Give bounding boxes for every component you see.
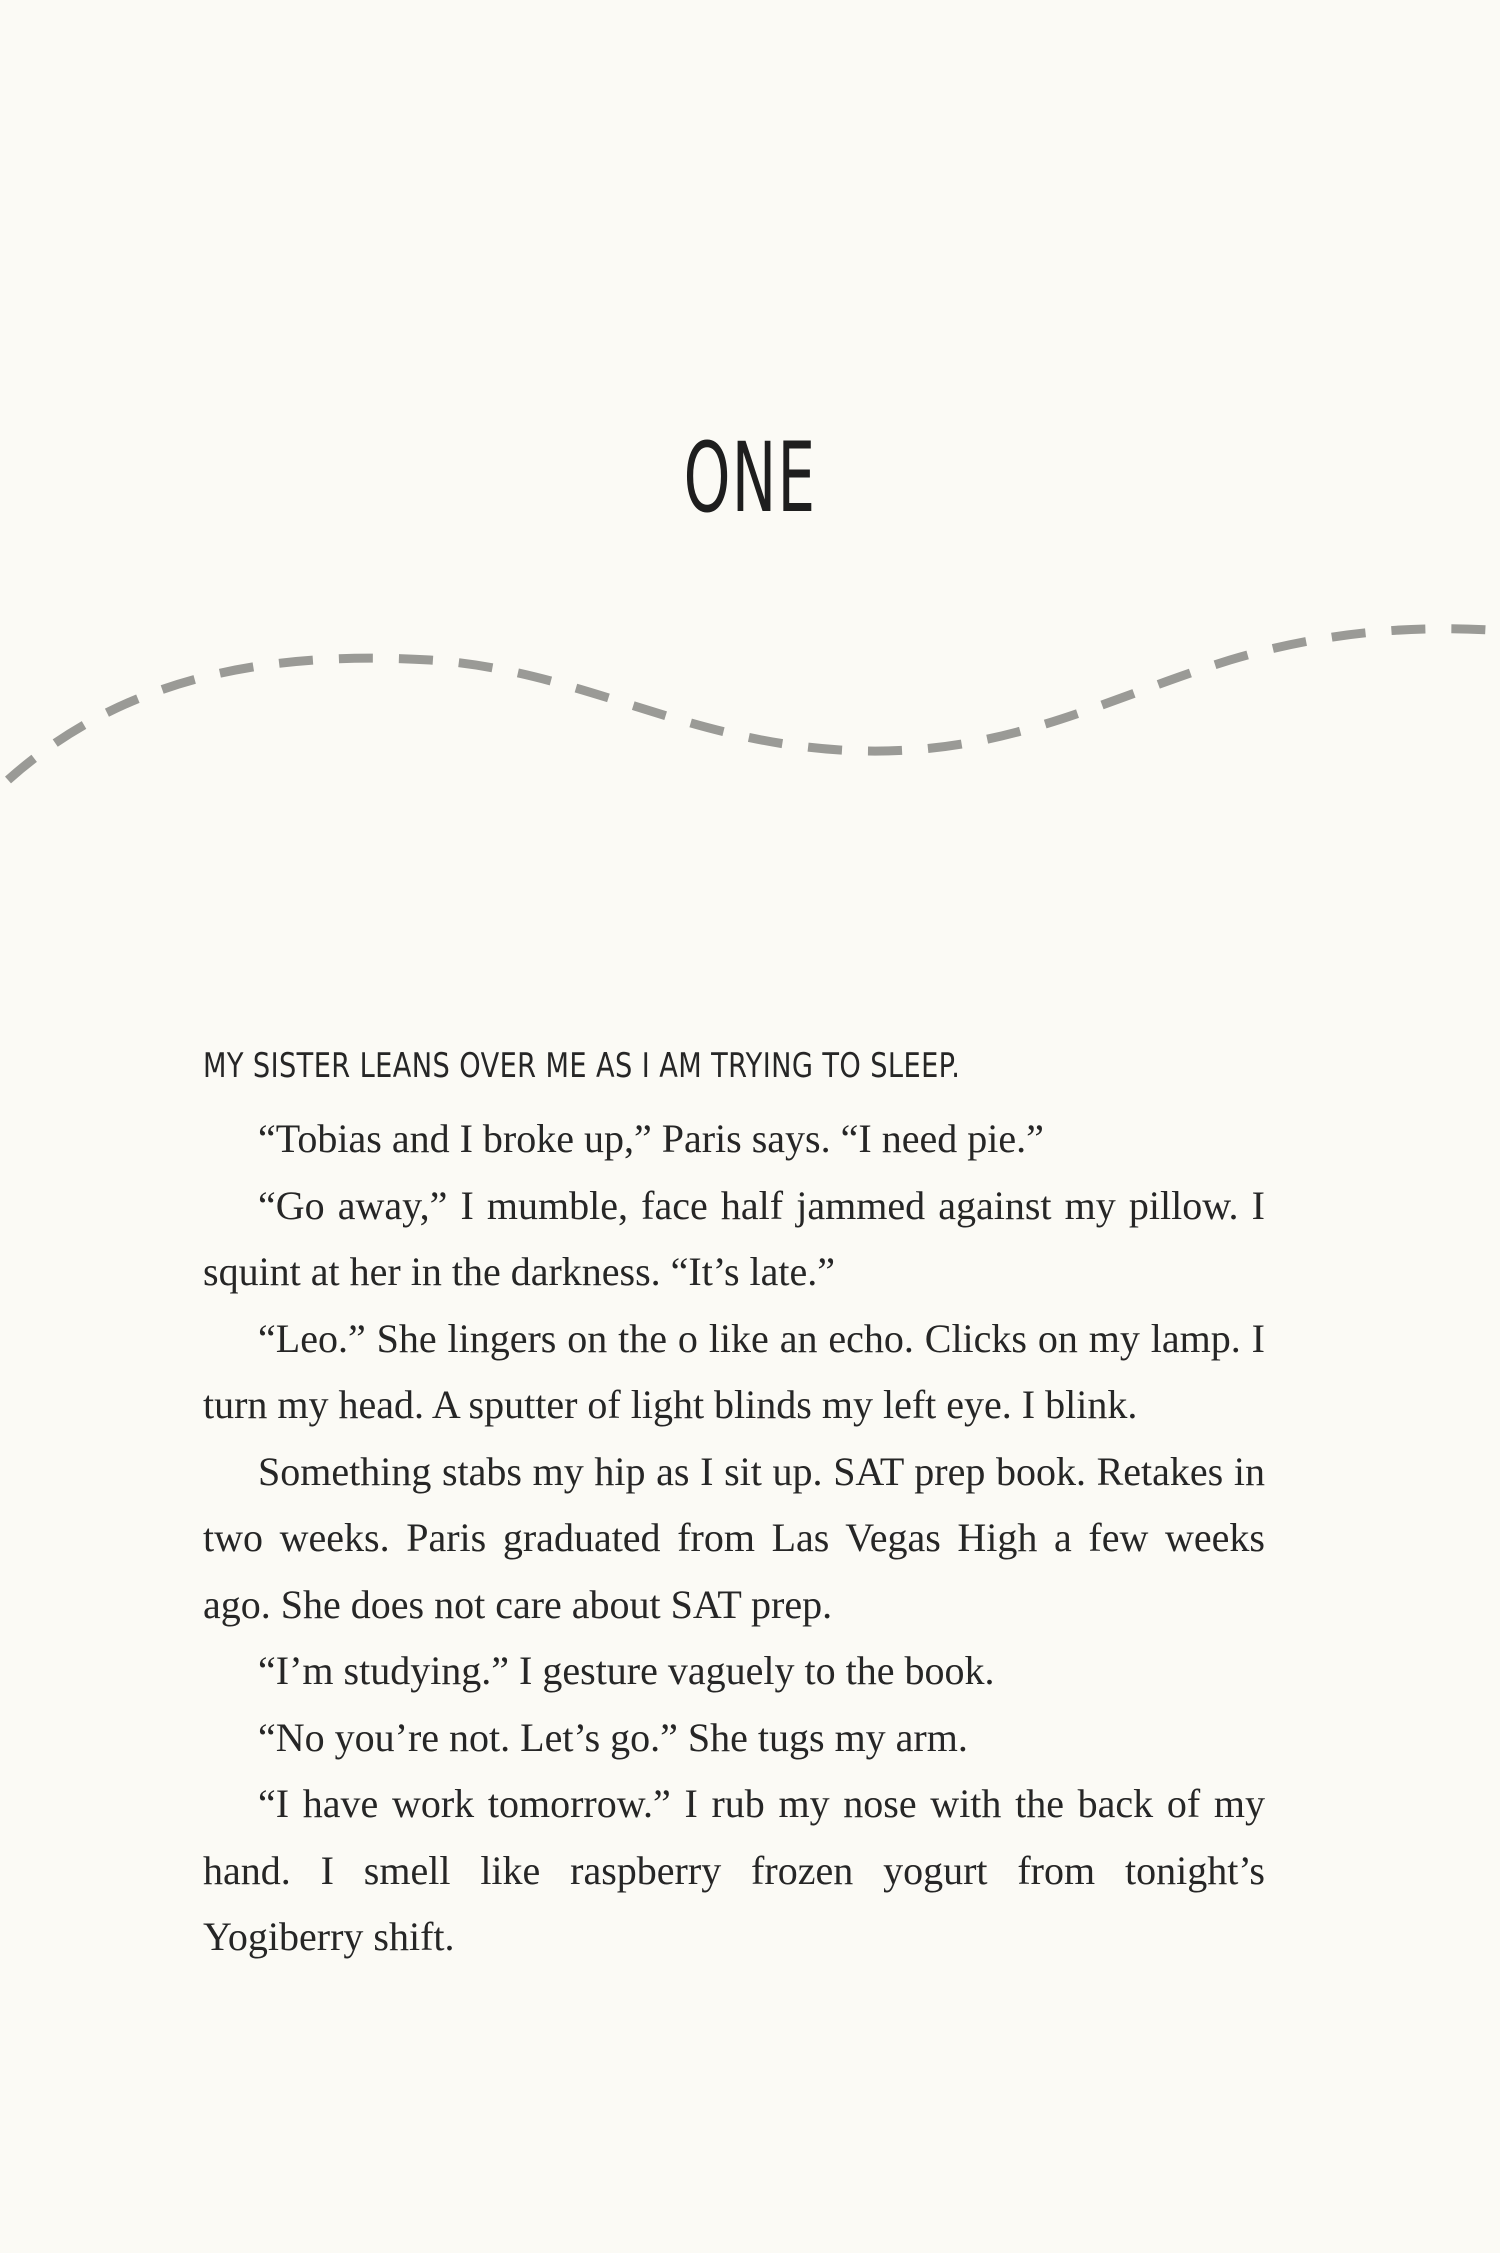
paragraph-3: “Leo.” She lingers on the o like an echo. Clicks on my lamp. I turn my head. A sputter of light blinds my left eye. I blink.: [203, 1315, 1265, 1427]
paragraph-1: “Tobias and I broke up,” Paris says. “I need pie.”: [258, 1116, 1044, 1161]
wave-dash-path: [8, 629, 1490, 780]
paragraph-2: “Go away,” I mumble, face half jammed against my pillow. I squint at her in the darkness. “It’s late.”: [203, 1182, 1265, 1294]
opening-line: MY SISTER LEANS OVER ME AS I AM TRYING TO SLEEP.: [203, 1046, 961, 1086]
paragraph-5: “I’m studying.” I gesture vaguely to the book.: [258, 1648, 995, 1693]
paragraph-4: Something stabs my hip as I sit up. SAT prep book. Retakes in two weeks. Paris graduated from Las Vegas High a few weeks ago. She does not care about SAT prep.: [203, 1448, 1265, 1627]
chapter-text: [203, 1040, 1265, 1971]
decorative-dashed-wave: [0, 600, 1500, 820]
chapter-title: ONE: [683, 422, 817, 534]
paragraph-7: “I have work tomorrow.” I rub my nose with the back of my hand. I smell like raspberry frozen yogurt from tonight’s Yogiberry shift.: [203, 1781, 1265, 1959]
paragraph-6: “No you’re not. Let’s go.” She tugs my arm.: [258, 1714, 968, 1760]
